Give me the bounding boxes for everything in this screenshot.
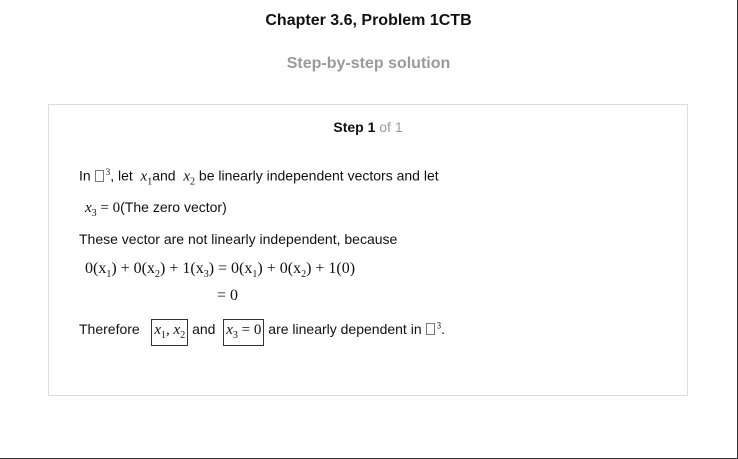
solution-subtitle: Step-by-step solution	[286, 55, 451, 72]
box-var-x1: x	[154, 322, 162, 338]
eq-part-3: ) + 1(x	[160, 260, 204, 277]
text-and: and	[152, 167, 176, 184]
eq-part-6: ) + 1(0)	[306, 260, 356, 277]
text-and-2: and	[192, 321, 216, 337]
eq-part-2: ) + 0(x	[111, 260, 156, 277]
equals-zero: = 0	[96, 200, 121, 216]
real-numbers-symbol-2	[426, 323, 435, 335]
text-therefore: Therefore	[79, 321, 140, 337]
text-zero-vector: (The zero vector)	[120, 199, 227, 215]
var-x1: x	[140, 168, 148, 185]
eq-sub-4: 1	[252, 269, 258, 281]
text-let: , let	[110, 167, 133, 184]
eq-sub-2: 2	[155, 269, 161, 281]
eq-sub-3: 3	[203, 269, 209, 281]
solution-card	[48, 104, 688, 396]
boxed-vectors	[151, 319, 188, 346]
subscript-2: 2	[190, 176, 196, 188]
step-label: Step 1	[333, 119, 376, 135]
box-sub-1: 1	[161, 329, 167, 341]
box-sub-2: 2	[180, 329, 186, 341]
var-x2: x	[183, 168, 191, 185]
eq-sub-5: 2	[301, 269, 307, 281]
eq-sub-1: 1	[106, 269, 112, 281]
box-var-x3: x	[226, 322, 233, 338]
chapter-title: Chapter 3.6, Problem 1CTB	[265, 12, 472, 29]
eq-part-1: 0(x	[85, 260, 107, 277]
boxed-zero-vector	[223, 319, 264, 346]
exponent-2: 3	[436, 320, 442, 331]
box-equals-zero: = 0	[237, 322, 262, 338]
equation-line	[85, 260, 355, 280]
var-x3: x	[85, 200, 92, 216]
solution-line-2	[85, 199, 227, 219]
text-dependent: are linearly dependent in	[268, 321, 422, 337]
real-numbers-symbol	[95, 170, 104, 182]
box-sub-3: 3	[232, 329, 238, 341]
period: .	[441, 321, 446, 337]
step-count: of 1	[379, 119, 403, 135]
solution-line-6	[79, 319, 445, 346]
subscript-3: 3	[91, 207, 97, 219]
text-in: In	[79, 167, 91, 184]
equation-result: = 0	[217, 287, 239, 304]
text-line1-rest: be linearly independent vectors and let	[198, 167, 439, 184]
solution-line-1	[79, 167, 439, 187]
eq-part-5: ) + 0(x	[257, 260, 302, 277]
exponent: 3	[105, 167, 111, 177]
eq-part-4: ) = 0(x	[208, 260, 253, 277]
subscript-1: 1	[147, 176, 153, 188]
box-var-x2: , x	[166, 322, 181, 338]
step-header	[49, 119, 687, 135]
solution-line-3: These vector are not linearly independent, because	[79, 231, 398, 247]
